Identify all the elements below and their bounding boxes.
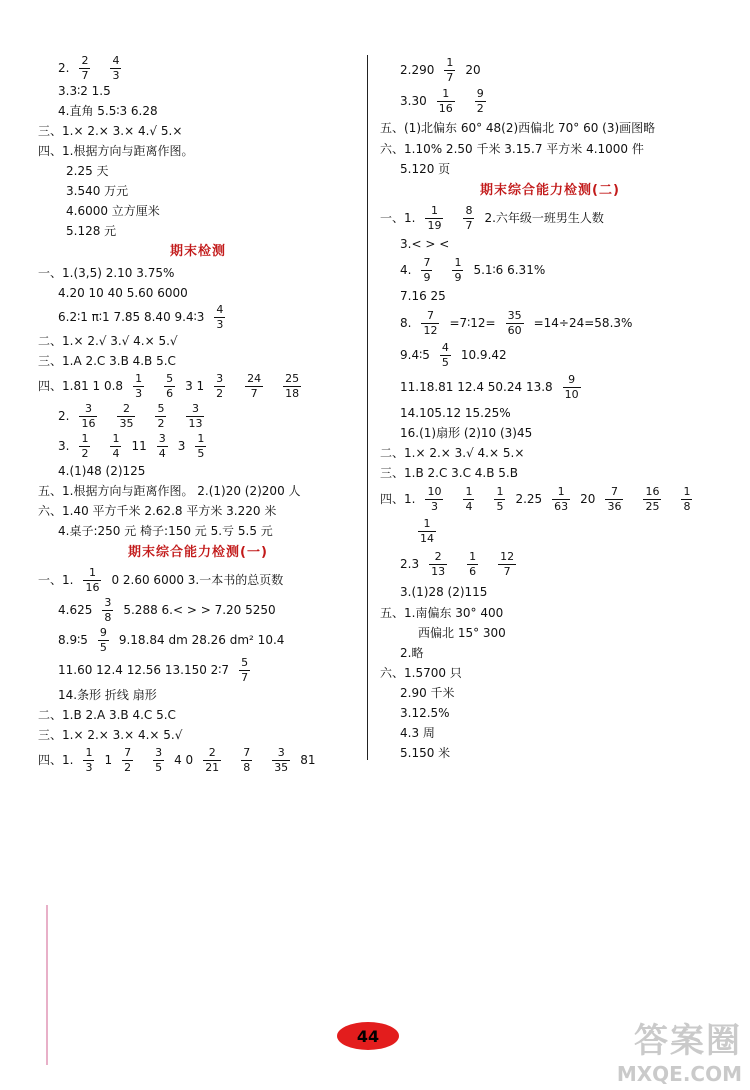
watermark [617, 1013, 742, 1086]
fraction: $\frac{3}{35}$ [274, 745, 289, 774]
fraction: $\frac{1}{3}$ [135, 371, 143, 400]
section-heading: 期末综合能力检测(一) [128, 545, 268, 560]
answer-line: 西偏北 15° 300 [418, 626, 506, 640]
answer-line: 四、1. $\frac{10}{3}$ $\frac{1}{4}$ $\frac{1}{5}$ 2.25 $\frac{1}{63}$ 20 $\frac{7}{36}$ $\frac{16}{25}$ $\frac{1}{8}$ [380, 484, 691, 513]
fraction: $\frac{2}{21}$ [205, 745, 220, 774]
fraction: $\frac{9}{2}$ [476, 86, 484, 115]
answer-line: 五、(1)北偏东 60° 48(2)西偏北 70° 60 (3)画图略 [380, 121, 656, 135]
fraction: $\frac{1}{6}$ [469, 549, 477, 578]
fraction: $\frac{1}{9}$ [454, 255, 462, 284]
answer-line: 4.桌子:250 元 椅子:150 元 5.亏 5.5 元 [58, 524, 273, 538]
answer-line: 4.6000 立方厘米 [66, 204, 160, 218]
fraction: $\frac{3}{13}$ [188, 401, 203, 430]
section-heading: 期末综合能力检测(二) [480, 183, 620, 198]
fraction: $\frac{7}{2}$ [124, 745, 132, 774]
answer-line [380, 515, 720, 547]
answer-line: 2.25 天 [66, 164, 109, 178]
fraction: $\frac{3}{16}$ [81, 401, 96, 430]
fraction: $\frac{3}{5}$ [155, 745, 163, 774]
answer-line: 六、1.10% 2.50 千米 3.15.7 平方米 4.1000 件 [380, 142, 644, 156]
answer-line: 3.12.5% [400, 706, 450, 720]
answer-line: 11.18.81 12.4 50.24 13.8 $\frac{9}{10}$ [400, 372, 579, 401]
answer-line: 8.9∶5 $\frac{9}{5}$ 9.18.84 dm 28.26 dm² 10.4 [58, 625, 285, 654]
answer-line: 二、1.× 2.× 3.√ 4.× 5.× [380, 446, 525, 460]
answer-line: 一、1. $\frac{1}{16}$ 0 2.60 6000 3.一本书的总页数 [38, 565, 284, 594]
margin-mark [46, 905, 48, 1065]
fraction: $\frac{24}{7}$ [247, 371, 262, 400]
fraction: $\frac{1}{3}$ [85, 745, 93, 774]
fraction: $\frac{1}{4}$ [465, 484, 473, 513]
fraction: $\frac{3}{4}$ [158, 431, 166, 460]
fraction: $\frac{25}{18}$ [285, 371, 300, 400]
answer-line: 16.(1)扇形 (2)10 (3)45 [400, 426, 533, 440]
fraction: $\frac{8}{7}$ [465, 203, 473, 232]
answer-line: 5.120 页 [400, 162, 451, 176]
fraction: $\frac{1}{5}$ [496, 484, 504, 513]
answer-line: 2. $\frac{2}{7}$ $\frac{4}{3}$ [58, 53, 120, 82]
fraction: $\frac{9}{10}$ [564, 372, 579, 401]
fraction: $\frac{5}{7}$ [241, 655, 249, 684]
page-number: 44 [356, 1026, 380, 1046]
answer-line: 四、1.81 1 0.8 $\frac{1}{3}$ $\frac{5}{6}$ 3 1 $\frac{3}{2}$ $\frac{24}{7}$ $\frac{25}{18}$ [38, 371, 300, 400]
answer-line: 3.3∶2 1.5 [58, 84, 111, 98]
answer-line: 4.625 $\frac{3}{8}$ 5.288 6.< > > 7.20 5250 [58, 595, 276, 624]
answer-line: 2.3 $\frac{2}{13}$ $\frac{1}{6}$ $\frac{12}{7}$ [400, 549, 515, 578]
fraction: $\frac{1}{5}$ [197, 431, 205, 460]
fraction: $\frac{5}{6}$ [166, 371, 174, 400]
answer-line: 6.2∶1 π∶1 7.85 8.40 9.4∶3 $\frac{4}{3}$ [58, 302, 224, 331]
fraction: $\frac{2}{13}$ [431, 549, 446, 578]
fraction: $\frac{7}{36}$ [607, 484, 622, 513]
answer-line: 5.150 米 [400, 746, 451, 760]
answer-line: 3.< > < [400, 237, 450, 251]
fraction: $\frac{4}{3}$ [112, 53, 120, 82]
answer-line: 三、1.A 2.C 3.B 4.B 5.C [38, 354, 176, 368]
answer-line: 4.(1)48 (2)125 [58, 464, 146, 478]
answer-line: 14.条形 折线 扇形 [58, 688, 157, 702]
watermark-logo: 答案圈 [634, 1021, 742, 1061]
answer-line: 五、1.根据方向与距离作图。 2.(1)20 (2)200 人 [38, 484, 301, 498]
answer-line: 四、1.根据方向与距离作图。 [38, 144, 194, 158]
answer-line: 3.30 $\frac{1}{16}$ $\frac{9}{2}$ [400, 86, 484, 115]
fraction: $\frac{3}{2}$ [216, 371, 224, 400]
fraction: $\frac{1}{63}$ [554, 484, 569, 513]
fraction: $\frac{7}{8}$ [243, 745, 251, 774]
answer-line: 六、1.40 平方千米 2.62.8 平方米 3.220 米 [38, 504, 277, 518]
answer-line: 8. $\frac{7}{12}$ =7∶12= $\frac{35}{60}$ =14÷24=58.3% [400, 308, 633, 337]
fraction: $\frac{1}{16}$ [85, 565, 100, 594]
fraction: $\frac{1}{4}$ [112, 431, 120, 460]
answer-line: 4.3 周 [400, 726, 435, 740]
answer-line: 2.略 [400, 646, 424, 660]
answer-line: 3.540 万元 [66, 184, 129, 198]
fraction: $\frac{16}{25}$ [645, 484, 660, 513]
fraction: $\frac{7}{12}$ [423, 308, 438, 337]
fraction: $\frac{1}{7}$ [446, 55, 454, 84]
answer-line: 3.(1)28 (2)115 [400, 585, 488, 599]
fraction: $\frac{1}{16}$ [438, 86, 453, 115]
fraction: $\frac{1}{2}$ [81, 431, 89, 460]
answer-line: 9.4∶5 $\frac{4}{5}$ 10.9.42 [400, 340, 507, 369]
fraction: $\frac{1}{8}$ [683, 484, 691, 513]
answer-line: 4.直角 5.5∶3 6.28 [58, 104, 158, 118]
fraction: $\frac{9}{5}$ [99, 625, 107, 654]
answer-line: 二、1.B 2.A 3.B 4.C 5.C [38, 708, 176, 722]
fraction: $\frac{4}{3}$ [216, 302, 224, 331]
fraction: $\frac{12}{7}$ [500, 549, 515, 578]
answer-line: 四、1. $\frac{1}{3}$ 1 $\frac{7}{2}$ $\frac{3}{5}$ 4 0 $\frac{2}{21}$ $\frac{7}{8}$ $\frac{3}{35}$ 81 [38, 745, 316, 774]
answer-line: 三、1.× 2.× 3.× 4.√ 5.× [38, 124, 183, 138]
section-heading: 期末检测 [169, 244, 226, 259]
answer-line: 2. $\frac{3}{16}$ $\frac{2}{35}$ $\frac{5}{2}$ $\frac{3}{13}$ [58, 401, 203, 430]
answer-line: 三、1.× 2.× 3.× 4.× 5.√ [38, 728, 183, 742]
answer-line: 14.105.12 15.25% [400, 406, 511, 420]
left-column [38, 55, 358, 775]
watermark-url: MXQE.COM [616, 1062, 742, 1086]
fraction: $\frac{4}{5}$ [441, 340, 449, 369]
answer-line: 5.128 元 [66, 224, 117, 238]
fraction: $\frac{5}{2}$ [157, 401, 165, 430]
fraction: $\frac{3}{8}$ [104, 595, 112, 624]
column-divider [367, 55, 368, 760]
fraction: $\frac{7}{9}$ [423, 255, 431, 284]
fraction: $\frac{35}{60}$ [507, 308, 522, 337]
fraction: $\frac{2}{7}$ [81, 53, 89, 82]
right-column [380, 55, 720, 763]
fraction: $\frac{1}{19}$ [427, 203, 442, 232]
answer-line: 六、1.5700 只 [380, 666, 462, 680]
answer-line: 11.60 12.4 12.56 13.150 2∶7 $\frac{5}{7}$ [58, 655, 249, 684]
fraction: $\frac{1}{14}$ [420, 516, 434, 545]
answer-line: 3. $\frac{1}{2}$ $\frac{1}{4}$ 11 $\frac{3}{4}$ 3 $\frac{1}{5}$ [58, 431, 205, 460]
page-number-badge [337, 1022, 399, 1050]
answer-line: 二、1.× 2.√ 3.√ 4.× 5.√ [38, 334, 178, 348]
answer-line: 2.90 千米 [400, 686, 455, 700]
fraction: $\frac{10}{3}$ [427, 484, 442, 513]
answer-line: 4.20 10 40 5.60 6000 [58, 286, 188, 300]
answer-line: 4. $\frac{7}{9}$ $\frac{1}{9}$ 5.1∶6 6.31% [400, 255, 546, 284]
answer-line: 2.290 $\frac{1}{7}$ 20 [400, 55, 481, 84]
answer-line: 7.16 25 [400, 289, 446, 303]
answer-line: 五、1.南偏东 30° 400 [380, 606, 504, 620]
fraction: $\frac{2}{35}$ [119, 401, 134, 430]
answer-line: 三、1.B 2.C 3.C 4.B 5.B [380, 466, 518, 480]
answer-line: 一、1.(3,5) 2.10 3.75% [38, 266, 175, 280]
answer-line: 一、1. $\frac{1}{19}$ $\frac{8}{7}$ 2.六年级一班男生人数 [380, 203, 604, 232]
